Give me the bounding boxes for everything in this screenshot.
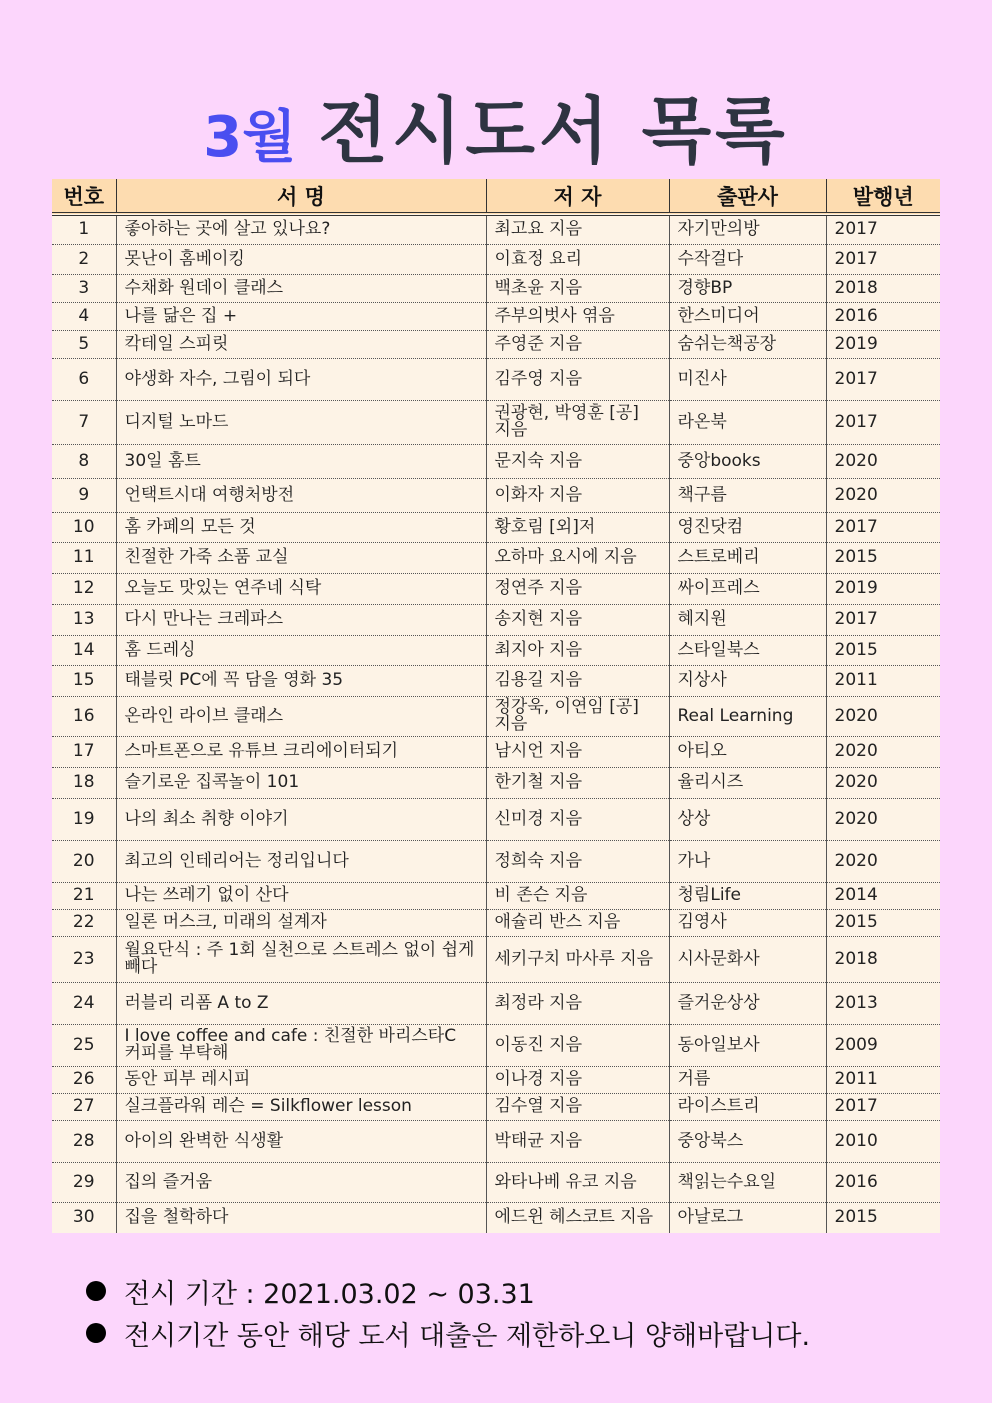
cell-author: 와타나베 유코 지음 (486, 1162, 669, 1202)
cell-year: 2015 (834, 1207, 878, 1228)
cell-author: 남시언 지음 (486, 736, 669, 767)
table-row (52, 936, 940, 982)
cell-publisher: 시사문화사 (669, 936, 826, 982)
cell-author: 세키구치 마사루 지음 (486, 936, 669, 982)
table-row (52, 982, 940, 1024)
cell-author: 이화자 지음 (486, 478, 669, 512)
cell-number: 29 (52, 1162, 116, 1202)
cell-author: 송지현 지음 (486, 604, 669, 635)
cell-title: 동안 피부 레시피 (116, 1066, 486, 1093)
cell-number: 15 (52, 665, 116, 696)
cell-author: 최고요 지음 (486, 214, 669, 244)
cell-year: 2015 (826, 635, 940, 665)
cell-year: 2016 (826, 1162, 940, 1202)
cell-number: 17 (52, 736, 116, 767)
cell-author: 권광현, 박영훈 [공]지음 (486, 400, 669, 444)
header-title: 서 명 (116, 179, 486, 214)
cell-author: 이효정 요리 (486, 244, 669, 274)
cell-title: 실크플라워 레슨 = Silkflower lesson (116, 1093, 486, 1120)
cell-year: 2010 (826, 1120, 940, 1162)
table-row (52, 302, 940, 330)
cell-title: 월요단식 : 주 1회 실천으로 스트레스 없이 쉽게 빼다 (116, 936, 486, 982)
cell-number: 10 (52, 512, 116, 542)
cell-author: 김용길 지음 (486, 665, 669, 696)
table-row (52, 736, 940, 767)
cell-year: 2017 (826, 244, 940, 274)
cell-year: 2017 (826, 358, 940, 400)
notice-restriction-text: 전시기간 동안 해당 도서 대출은 제한하오니 양해바랍니다. (124, 1320, 811, 1352)
title-main: 전시도서 목록 (318, 89, 789, 174)
cell-publisher: 김영사 (669, 909, 826, 936)
cell-publisher: 거름 (669, 1066, 826, 1093)
cell-publisher: 한스미디어 (669, 302, 826, 330)
cell-publisher: 혜지원 (669, 604, 826, 635)
cell-number: 27 (52, 1093, 116, 1120)
cell-title: 칵테일 스피릿 (116, 330, 486, 358)
cell-author: 정연주 지음 (486, 573, 669, 604)
cell-author: 문지숙 지음 (486, 444, 669, 478)
cell-title: 좋아하는 곳에 살고 있나요? (116, 214, 486, 244)
cell-title: 아이의 완벽한 식생활 (116, 1120, 486, 1162)
cell-author: 주부의벗사 엮음 (486, 302, 669, 330)
cell-title: 나의 최소 취향 이야기 (116, 798, 486, 840)
table-row (52, 400, 940, 444)
cell-publisher: 중앙books (669, 444, 826, 478)
cell-author: 최지아 지음 (486, 635, 669, 665)
cell-title: 슬기로운 집콕놀이 101 (116, 767, 486, 798)
cell-year: 2016 (826, 302, 940, 330)
cell-year: 2019 (826, 573, 940, 604)
cell-publisher: 스타일북스 (669, 635, 826, 665)
cell-publisher: 경향BP (669, 274, 826, 302)
cell-year: 2011 (826, 1066, 940, 1093)
cell-title: 못난이 홈베이킹 (116, 244, 486, 274)
table-row (52, 1066, 940, 1093)
cell-title: 스마트폰으로 유튜브 크리에이터되기 (116, 736, 486, 767)
notice-period-text: 전시 기간 : 2021.03.02 ~ 03.31 (124, 1278, 535, 1310)
cell-number: 21 (52, 882, 116, 909)
cell-year: 2018 (826, 936, 940, 982)
table-row (52, 696, 940, 736)
cell-number: 13 (52, 604, 116, 635)
cell-author: 신미경 지음 (486, 798, 669, 840)
cell-year: 2020 (826, 736, 940, 767)
cell-year: 2017 (826, 214, 940, 244)
cell-number: 11 (52, 542, 116, 573)
cell-number: 20 (52, 840, 116, 882)
cell-author: 정강욱, 이연임 [공]지음 (486, 696, 669, 736)
table-row (52, 1093, 940, 1120)
table-row (52, 882, 940, 909)
cell-title: 태블릿 PC에 꼭 담을 영화 35 (116, 665, 486, 696)
cell-publisher: 숨쉬는책공장 (669, 330, 826, 358)
page-title (0, 91, 992, 185)
cell-author: 이동진 지음 (486, 1024, 669, 1066)
cell-number: 9 (52, 478, 116, 512)
cell-author: 주영준 지음 (486, 330, 669, 358)
cell-year: 2020 (826, 798, 940, 840)
table-row (52, 798, 940, 840)
cell-number: 30 (52, 1202, 116, 1233)
cell-number: 8 (52, 444, 116, 478)
cell-number: 12 (52, 573, 116, 604)
cell-title: 야생화 자수, 그림이 되다 (116, 358, 486, 400)
cell-author: 오하마 요시에 지음 (486, 542, 669, 573)
cell-author: 최정라 지음 (486, 982, 669, 1024)
cell-year: 2017 (826, 604, 940, 635)
cell-number: 3 (52, 274, 116, 302)
table-row (52, 604, 940, 635)
cell-author: 김수열 지음 (486, 1093, 669, 1120)
header-year: 발행년 (826, 179, 940, 214)
cell-number: 4 (52, 302, 116, 330)
table-row (52, 767, 940, 798)
table-row (52, 635, 940, 665)
cell-year: 2020 (826, 840, 940, 882)
cell-number: 1 (52, 214, 116, 244)
cell-publisher: 동아일보사 (669, 1024, 826, 1066)
cell-author: 박태균 지음 (486, 1120, 669, 1162)
cell-author: 정희숙 지음 (486, 840, 669, 882)
cell-title: 최고의 인테리어는 정리입니다 (116, 840, 486, 882)
cell-year: 2014 (826, 882, 940, 909)
cell-publisher: 라이스트리 (669, 1093, 826, 1120)
cell-title: 일론 머스크, 미래의 설계자 (116, 909, 486, 936)
table-row (52, 244, 940, 274)
cell-number: 2 (52, 244, 116, 274)
cell-author: 비 존슨 지음 (486, 882, 669, 909)
cell-publisher: 중앙북스 (669, 1120, 826, 1162)
cell-year: 2020 (826, 444, 940, 478)
cell-year: 2009 (826, 1024, 940, 1066)
cell-title: 나를 닮은 집 + (116, 302, 486, 330)
cell-title: 러블리 리폼 A to Z (116, 982, 486, 1024)
cell-author: 김주영 지음 (486, 358, 669, 400)
cell-number: 25 (52, 1024, 116, 1066)
cell-title: 수채화 원데이 클래스 (116, 274, 486, 302)
table-row (52, 330, 940, 358)
table-row (52, 665, 940, 696)
bullet-icon (86, 1281, 106, 1301)
table-row (52, 274, 940, 302)
cell-year: 2020 (826, 696, 940, 736)
table-row (52, 909, 940, 936)
cell-title: 30일 홈트 (116, 444, 486, 478)
cell-publisher: 영진닷컴 (669, 512, 826, 542)
cell-title: 집을 철학하다 (116, 1202, 486, 1233)
cell-author: 백초윤 지음 (486, 274, 669, 302)
cell-title: 디지털 노마드 (116, 400, 486, 444)
cell-author: 이나경 지음 (486, 1066, 669, 1093)
cell-title: 친절한 가죽 소품 교실 (116, 542, 486, 573)
table-row (52, 512, 940, 542)
bullet-icon (86, 1323, 106, 1343)
table-row (52, 444, 940, 478)
cell-publisher: 라온북 (669, 400, 826, 444)
cell-year: 2018 (826, 274, 940, 302)
cell-publisher: 즐거운상상 (669, 982, 826, 1024)
table-row (52, 1162, 940, 1202)
cell-title: 오늘도 맛있는 연주네 식탁 (116, 573, 486, 604)
cell-year: 2013 (826, 982, 940, 1024)
cell-number: 24 (52, 982, 116, 1024)
cell-number: 6 (52, 358, 116, 400)
table-row (52, 573, 940, 604)
cell-number: 22 (52, 909, 116, 936)
cell-title: 다시 만나는 크레파스 (116, 604, 486, 635)
title-month: 3월 (203, 105, 297, 171)
cell-number: 19 (52, 798, 116, 840)
cell-publisher: 책구름 (669, 478, 826, 512)
cell-author: 한기철 지음 (486, 767, 669, 798)
cell-publisher: 스트로베리 (669, 542, 826, 573)
cell-year: 2020 (826, 478, 940, 512)
cell-title: 홈 카페의 모든 것 (116, 512, 486, 542)
cell-number: 28 (52, 1120, 116, 1162)
cell-publisher: 상상 (669, 798, 826, 840)
notice-restriction (86, 1312, 966, 1354)
cell-title: 언택트시대 여행처방전 (116, 478, 486, 512)
table-row (52, 358, 940, 400)
cell-author: 에드윈 헤스코트 지음 (486, 1202, 669, 1233)
cell-title: 홈 드레싱 (116, 635, 486, 665)
table-row (52, 1120, 940, 1162)
cell-number: 18 (52, 767, 116, 798)
table-row (52, 840, 940, 882)
cell-publisher: 책읽는수요일 (669, 1162, 826, 1202)
cell-year: 2020 (826, 767, 940, 798)
cell-publisher: 청림Life (669, 882, 826, 909)
cell-number: 14 (52, 635, 116, 665)
cell-publisher: 미진사 (669, 358, 826, 400)
cell-title: I love coffee and cafe : 친절한 바리스타C 커피를 부탁해 (116, 1024, 486, 1066)
cell-title: 나는 쓰레기 없이 산다 (116, 882, 486, 909)
cell-author: 애슐리 반스 지음 (486, 909, 669, 936)
book-list-table (52, 179, 940, 1233)
cell-publisher: 싸이프레스 (669, 573, 826, 604)
cell-year: 2017 (826, 1093, 940, 1120)
notice-period (86, 1270, 966, 1312)
notice-section (86, 1270, 966, 1354)
cell-author: 황호림 [외]저 (486, 512, 669, 542)
cell-title: 온라인 라이브 클래스 (116, 696, 486, 736)
cell-year: 2017 (826, 400, 940, 444)
table-header-row (52, 179, 940, 214)
table-row (52, 542, 940, 573)
cell-publisher: 가나 (669, 840, 826, 882)
cell-publisher: 자기만의방 (669, 214, 826, 244)
table-row (52, 214, 940, 244)
cell-year: 2019 (826, 330, 940, 358)
cell-number: 26 (52, 1066, 116, 1093)
cell-title: 집의 즐거움 (116, 1162, 486, 1202)
cell-year: 2011 (826, 665, 940, 696)
header-author: 저 자 (486, 179, 669, 214)
cell-number: 5 (52, 330, 116, 358)
cell-publisher: Real Learning (669, 696, 826, 736)
cell-publisher: 수작걸다 (669, 244, 826, 274)
cell-year: 2017 (826, 512, 940, 542)
cell-publisher: 아티오 (669, 736, 826, 767)
header-publisher: 출판사 (669, 179, 826, 214)
cell-year: 2015 (826, 909, 940, 936)
cell-publisher: 아날로그 (669, 1202, 826, 1233)
cell-number: 23 (52, 936, 116, 982)
cell-publisher: 지상사 (669, 665, 826, 696)
cell-number: 7 (52, 400, 116, 444)
table-row (52, 1024, 940, 1066)
cell-year: 2015 (826, 542, 940, 573)
table-row (52, 478, 940, 512)
cell-publisher: 율리시즈 (669, 767, 826, 798)
cell-number: 16 (52, 696, 116, 736)
table-row (52, 1202, 940, 1233)
header-number: 번호 (52, 179, 116, 214)
